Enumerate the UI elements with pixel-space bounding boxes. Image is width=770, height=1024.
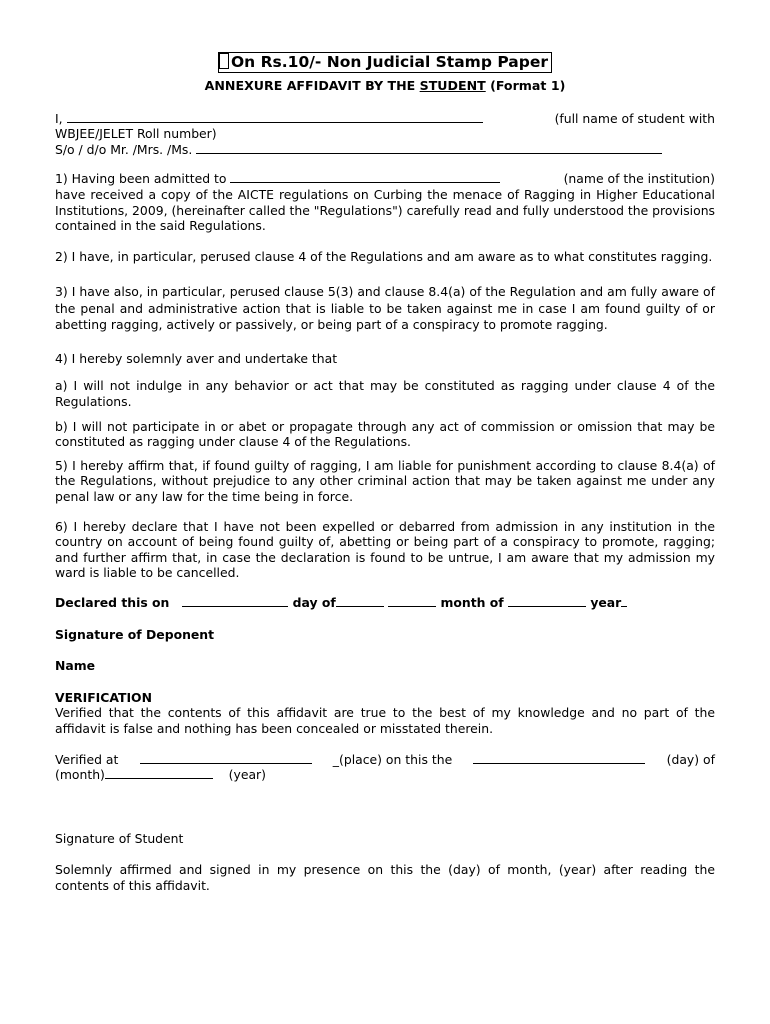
student-name-blank[interactable]	[67, 111, 483, 123]
verified-day-blank[interactable]	[473, 752, 645, 764]
month-blank[interactable]	[508, 595, 586, 607]
year-label: year	[590, 594, 622, 610]
parent-label: S/o / d/o Mr. /Mrs. /Ms.	[55, 141, 193, 157]
stamp-paper-title	[218, 52, 552, 73]
para-4b: b) I will not participate in or abet or propagate through any act of commission or omission that may be constituted as ragging under clause 4 of the Regulations.	[55, 418, 715, 450]
verified-month-blank[interactable]	[105, 767, 213, 779]
title-wrap	[55, 52, 715, 73]
parent-line	[55, 142, 715, 158]
para-5: 5) I hereby affirm that, if found guilty of ragging, I am liable for punishment according to clause 8.4(a) of the Regulations, without prejudice to any other criminal action that may be taken against me under any penal law or any law for the time being in force.	[55, 457, 715, 504]
affidavit-document	[55, 52, 715, 894]
place-label: _(place) on this the	[332, 751, 453, 767]
day-blank[interactable]	[336, 595, 384, 607]
year-blank[interactable]	[621, 595, 627, 607]
verified-place-blank[interactable]	[140, 752, 312, 764]
i-label: I,	[55, 110, 63, 126]
signature-of-deponent: Signature of Deponent	[55, 626, 215, 642]
institution-hint: (name of the institution)	[563, 171, 715, 187]
roll-number-line: WBJEE/JELET Roll number)	[55, 126, 217, 142]
para-1-start: 1) Having been admitted to	[55, 171, 227, 187]
verified-at-line	[55, 752, 715, 768]
para-2: 2) I have, in particular, perused clause 4 of the Regulations and am aware as to what constitutes ragging.	[55, 248, 713, 264]
para-1-first-line	[55, 171, 715, 187]
verification-text: Verified that the contents of this affidavit are true to the best of my knowledge and no part of the affidavit is false and nothing has been concealed or misstated therein.	[55, 705, 715, 736]
para-4: 4) I hereby solemnly aver and undertake that	[55, 350, 338, 366]
declared-label: Declared this on	[55, 594, 170, 610]
verified-day-label: (day) of	[666, 751, 715, 767]
name-label: Name	[55, 658, 96, 674]
parent-name-blank[interactable]	[196, 142, 662, 154]
annexure-subtitle	[55, 78, 715, 94]
student-name-line	[55, 111, 715, 127]
para-1-text: have received a copy of the AICTE regulations on Curbing the menace of Ragging in Higher Educational Institutions, 2009, (hereinafter called the "Regulations") carefully read and fully understood the provisions contained in the said Regulations.	[55, 186, 715, 234]
verification-heading: VERIFICATION	[55, 689, 152, 705]
subtitle-suffix: (Format 1)	[485, 78, 566, 93]
verified-at-label: Verified at	[55, 751, 119, 767]
declaration-line	[55, 595, 715, 611]
para-4a: a) I will not indulge in any behavior or act that may be constituted as ragging under clause 4 of the Regulations.	[55, 378, 715, 410]
verified-year-label: (year)	[228, 767, 266, 783]
subtitle-student: STUDENT	[419, 78, 486, 93]
verified-month-label: (month)	[55, 767, 105, 783]
declared-date-blank[interactable]	[182, 595, 288, 607]
para-3: 3) I have also, in particular, perused clause 5(3) and clause 8.4(a) of the Regulation and am fully aware of the penal and administrative action that is liable to be taken against me in case I am found guilty of or abetting ragging, actively or passively, or being part of a conspiracy to promote ragging.	[55, 284, 715, 333]
day-of-label: day of	[292, 594, 336, 610]
stamp-paper-title-text: On Rs.10/- Non Judicial Stamp Paper	[231, 53, 548, 71]
closing-statement: Solemnly affirmed and signed in my presence on this the (day) of month, (year) after reading the contents of this affidavit.	[55, 862, 715, 893]
para-6: 6) I hereby declare that I have not been expelled or debarred from admission in any institution in the country on account of being found guilty of, abetting or being part of a conspiracy to promote, ragging; and further affirm that, in case the declaration is found to be untrue, I am aware that my admission my ward is liable to be cancelled.	[55, 518, 715, 581]
day-blank-2[interactable]	[388, 595, 436, 607]
verified-month-line	[55, 767, 715, 783]
signature-of-student: Signature of Student	[55, 830, 184, 846]
month-of-label: month of	[440, 594, 504, 610]
institution-blank[interactable]	[230, 171, 500, 183]
name-hint: (full name of student with	[554, 110, 715, 126]
checkbox-icon	[219, 53, 229, 69]
subtitle-prefix: ANNEXURE AFFIDAVIT BY THE	[204, 78, 420, 93]
